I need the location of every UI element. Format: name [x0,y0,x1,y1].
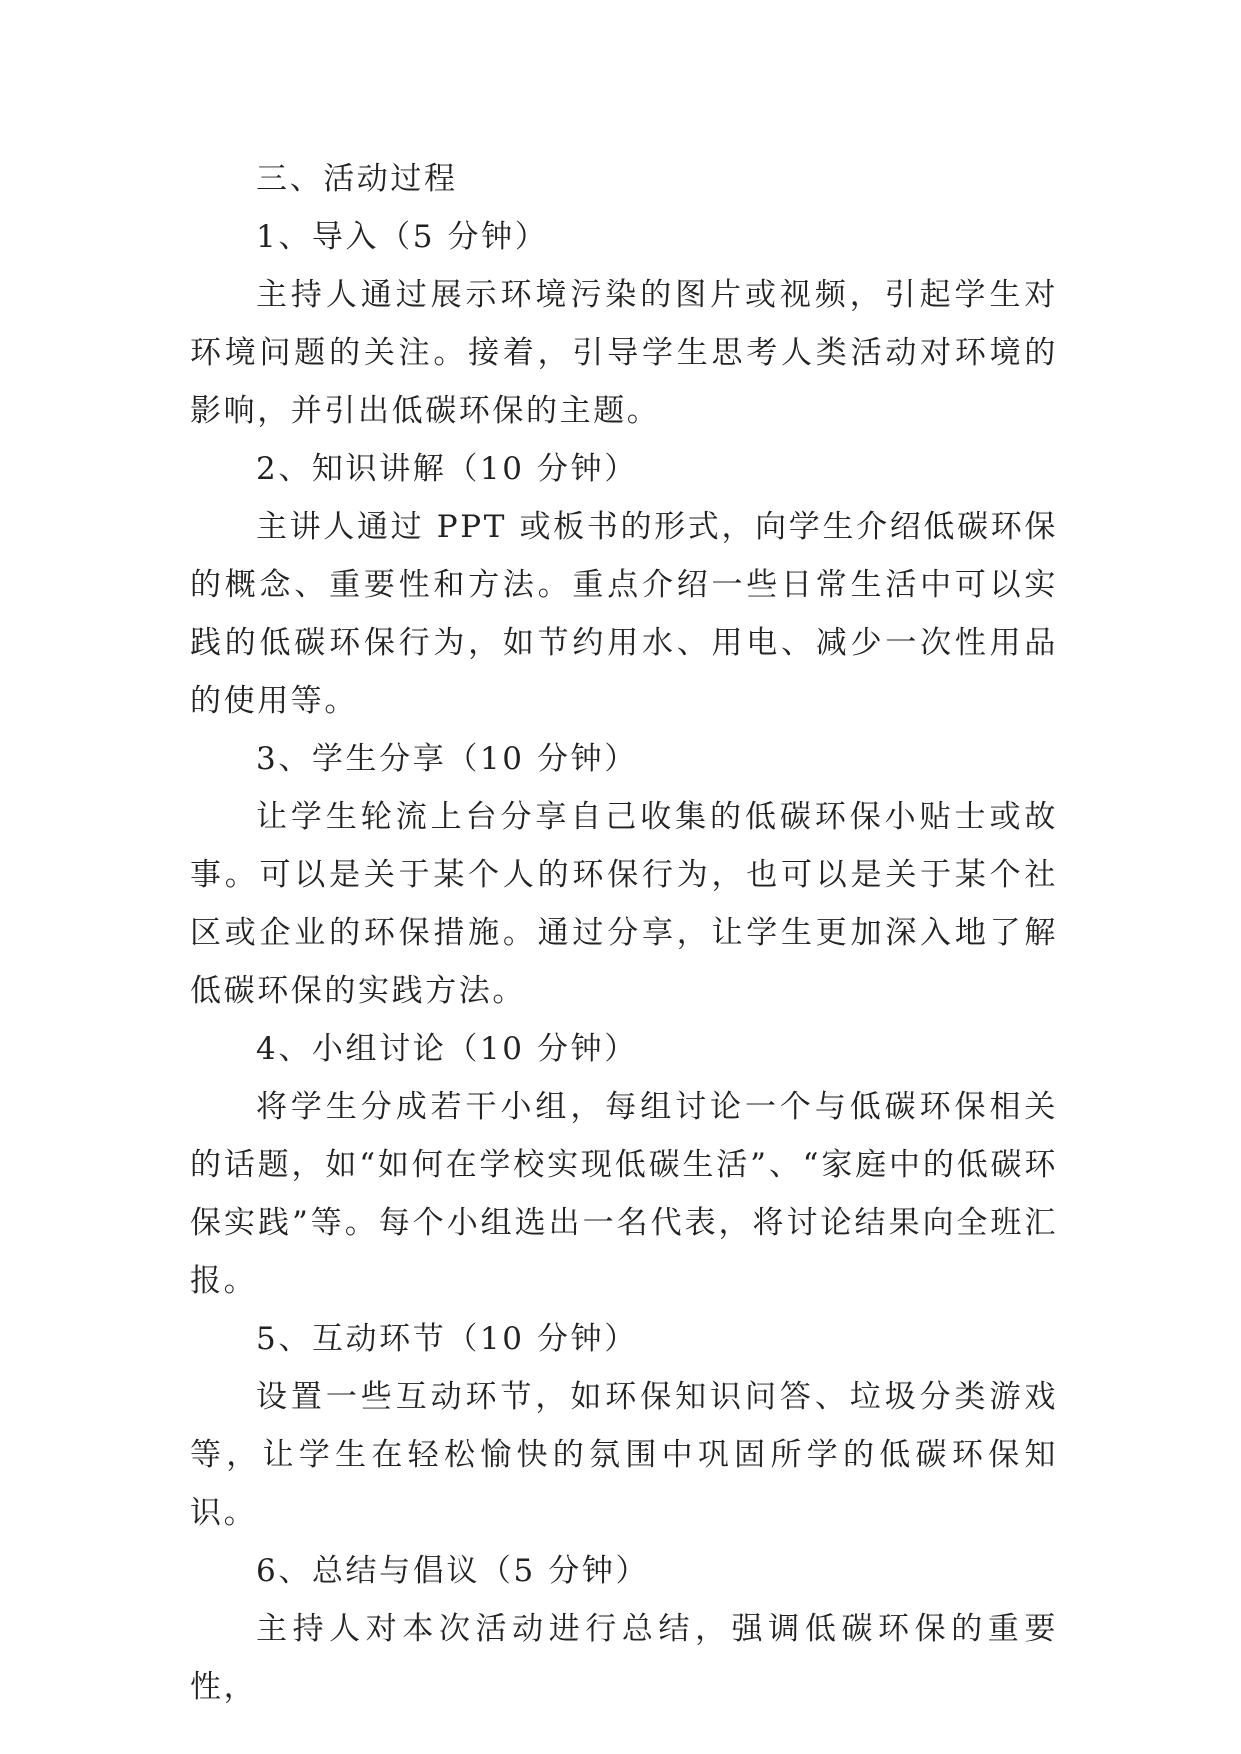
step-heading: 6、总结与倡议（5 分钟） [256,1553,650,1589]
section-title: 三、活动过程 [256,161,458,197]
step-paragraph: 让学生轮流上台分享自己收集的低碳环保小贴士或故事。可以是关于某个人的环保行为，也可以是关于某个社区或企业的环保措施。通过分享，让学生更加深入地了解低碳环保的实践方法。 [190,799,1058,1009]
step-paragraph: 设置一些互动环节，如环保知识问答、垃圾分类游戏等，让学生在轻松愉快的氛围中巩固所学的低碳环保知识。 [190,1379,1058,1531]
step-paragraph: 主持人对本次活动进行总结，强调低碳环保的重要性， [190,1611,1058,1705]
step-paragraph: 主持人通过展示环境污染的图片或视频，引起学生对环境问题的关注。接着，引导学生思考人类活动对环境的影响，并引出低碳环保的主题。 [190,277,1058,429]
step-heading: 4、小组讨论（10 分钟） [256,1031,638,1067]
step-paragraph: 将学生分成若干小组，每组讨论一个与低碳环保相关的话题，如“如何在学校实现低碳生活”、“家庭中的低碳环保实践”等。每个小组选出一名代表，将讨论结果向全班汇报。 [190,1089,1058,1299]
document-page [190,150,1058,1716]
step-paragraph: 主讲人通过 PPT 或板书的形式，向学生介绍低碳环保的概念、重要性和方法。重点介绍一些日常生活中可以实践的低碳环保行为，如节约用水、用电、减少一次性用品的使用等。 [190,509,1058,719]
step-heading: 1、导入（5 分钟） [256,219,549,255]
step-heading: 3、学生分享（10 分钟） [256,741,638,777]
step-heading: 5、互动环节（10 分钟） [256,1321,638,1357]
step-heading: 2、知识讲解（10 分钟） [256,451,638,487]
